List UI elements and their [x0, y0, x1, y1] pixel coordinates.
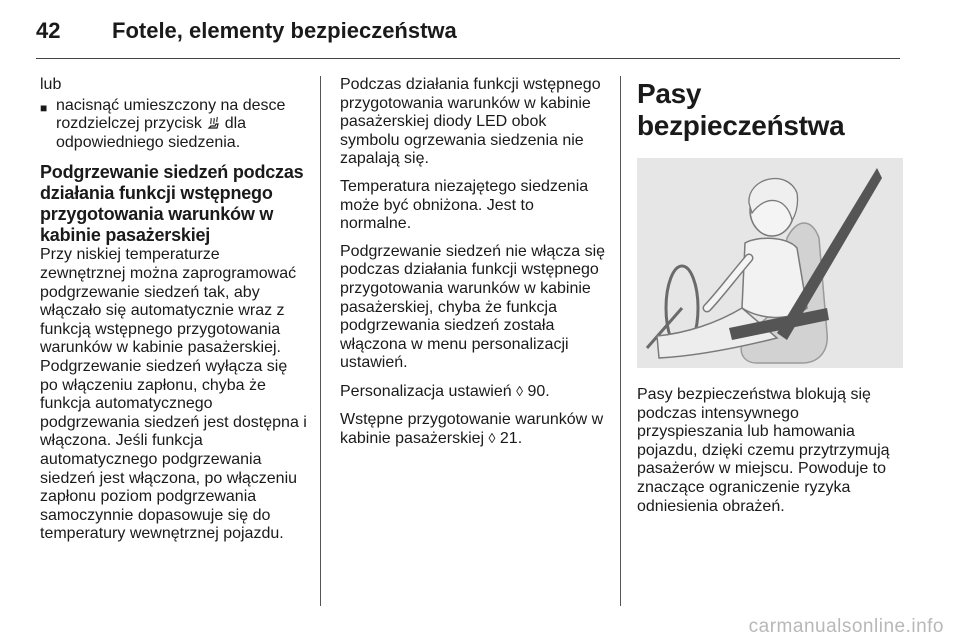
column-divider-2: [620, 76, 621, 606]
column-3: [637, 76, 903, 525]
page-header: [36, 18, 916, 48]
bullet-text: nacisnąć umieszczony na desce rozdzielczej przycisk dla odpowiedniego siedzenia.: [56, 96, 286, 151]
section-title: Pasy bezpieczeństwa: [637, 78, 845, 141]
section-subheading: Podgrzewanie siedzeń podczas działania funkcji wstępnego przygotowania warunków w kabinie pasażerskiej: [40, 162, 304, 246]
page-number: 42: [36, 18, 61, 43]
reference-personalization: Personalizacja ustawień ◊ 90.: [340, 382, 550, 400]
seat-heating-icon: [206, 115, 220, 130]
bullet-item: [40, 97, 308, 153]
watermark: carmanualsonline.info: [748, 616, 944, 637]
paragraph-personalization: Podgrzewanie siedzeń nie włącza się podczas działania funkcji wstępnego przygotowania warunków w kabinie pasażerskiej, chyba że funkcja podgrzewania siedzeń została włączona w menu personalizacji ustawień.: [340, 242, 606, 372]
column-2: [340, 76, 606, 458]
body-text: Przy niskiej temperaturze zewnętrznej można zaprogramować podgrzewanie siedzeń tak, aby włączało się automatycznie wraz z funkcją wstępnego przygotowania warunków w kabinie pasażerskiej. Podgrzewanie siedzeń wyłącza się po włączeniu zapłonu, chyba że funkcja automatycznego podgrzewania siedzeń jest dostępna i włączona. Jeśli funkcja automatycznego podgrzewania siedzeń jest włączona, po włączeniu zapłonu poziom podgrzewania samoczynnie dopasowuje się do temperatury wewnętrznej pojazdu.: [40, 246, 307, 543]
page-reference-arrow-icon: ◊: [516, 382, 524, 399]
page-reference-arrow-icon: ◊: [488, 430, 496, 447]
intro-text: lub: [40, 76, 62, 93]
page-heading: Fotele, elementy bezpieczeństwa: [112, 18, 457, 43]
header-divider: [36, 58, 900, 59]
paragraph-unoccupied-seat: Temperatura niezajętego siedzenia może być obniżona. Jest to normalne.: [340, 177, 589, 233]
body-text: Pasy bezpieczeństwa blokują się podczas intensywnego przyspieszania lub hamowania pojazdu, dzięki czemu przytrzymują pasażerów w miejscu. Powoduje to znaczące ograniczenie ryzyka odniesienia obrażeń.: [637, 386, 890, 515]
column-1: [40, 76, 308, 553]
bullet-square-icon: ■: [40, 100, 48, 115]
paragraph-led: Podczas działania funkcji wstępnego przygotowania warunków w kabinie pasażerskiej diody LED obok symbolu ogrzewania siedzenia nie zapalają się.: [340, 76, 601, 168]
column-divider-1: [320, 76, 321, 606]
driver-wearing-seat-belt-illustration: [637, 158, 903, 368]
reference-preconditioning: Wstępne przygotowanie warunków w kabinie pasażerskiej ◊ 21.: [340, 410, 604, 448]
